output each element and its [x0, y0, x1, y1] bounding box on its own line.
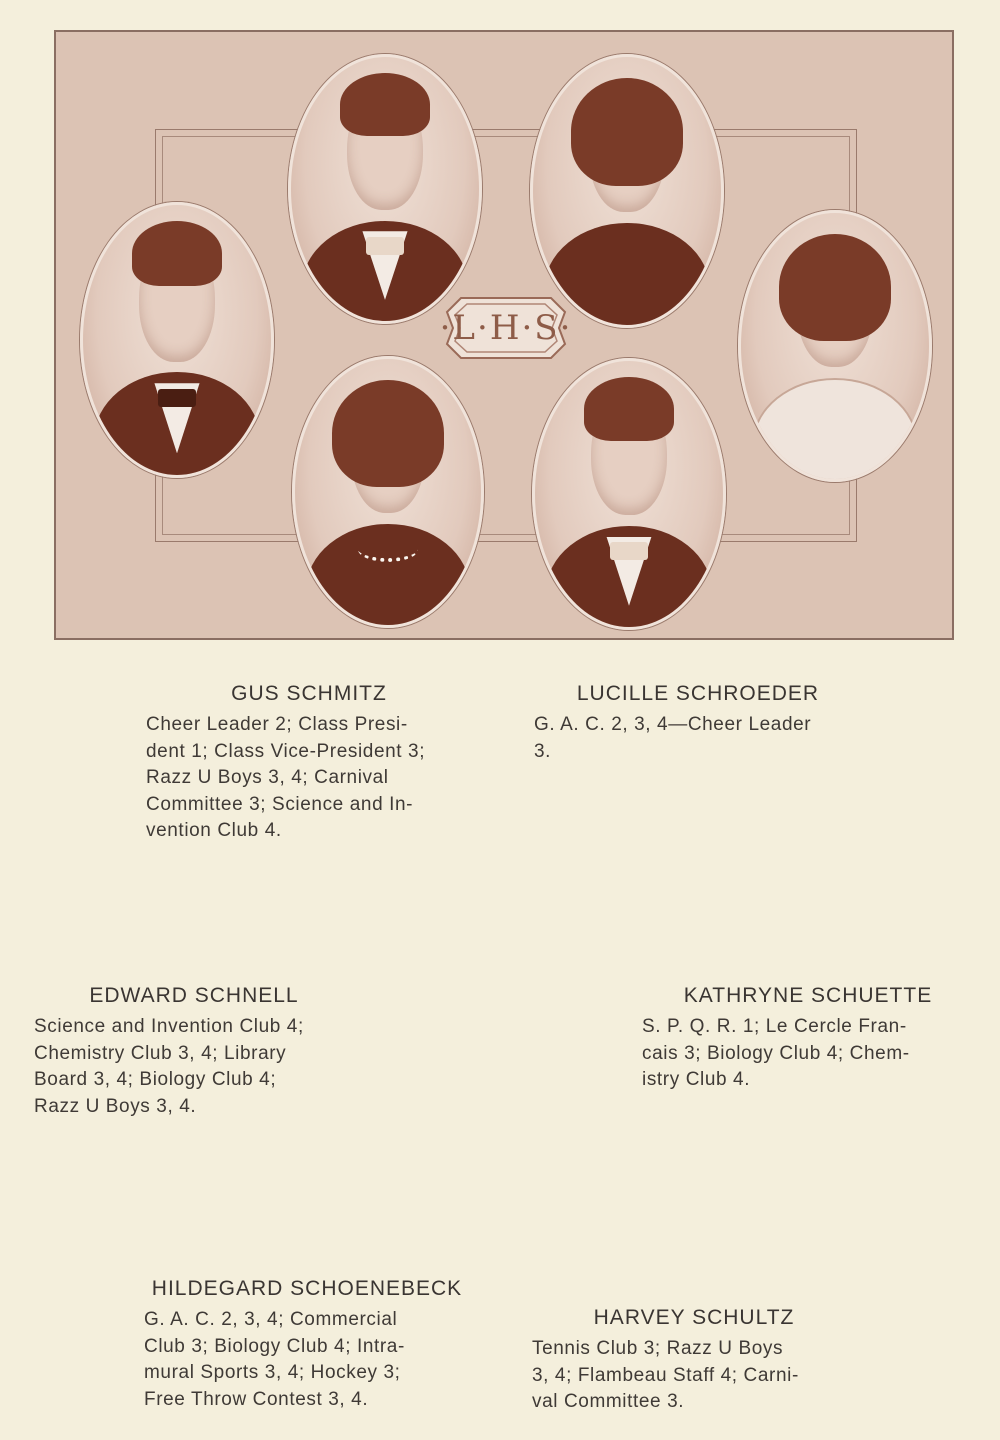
- portrait-harvey-schultz: [532, 358, 726, 630]
- entry-gus-schmitz: [146, 682, 472, 845]
- entry-name: LUCILLE SCHROEDER: [576, 682, 820, 705]
- portrait-lucille-schroeder: [530, 54, 724, 328]
- entry-record: S. P. Q. R. 1; Le Cercle Fran- cais 3; Biology Club 4; Chem- istry Club 4.: [642, 1016, 910, 1090]
- portrait-edward-schnell: [80, 202, 274, 478]
- entry-harvey-schultz: [532, 1306, 856, 1416]
- lhs-monogram-emblem: [441, 290, 571, 366]
- portrait-kathryne-schuette: [738, 210, 932, 482]
- entry-lucille-schroeder: [534, 682, 862, 765]
- entry-record: Cheer Leader 2; Class Presi- dent 1; Class Vice-President 3; Razz U Boys 3, 4; Carnival Committee 3; Science and In- vention Club 4.: [146, 714, 426, 841]
- entry-name: HILDEGARD SCHOENEBECK: [151, 1277, 463, 1300]
- entry-name: EDWARD SCHNELL: [89, 984, 299, 1007]
- entry-record: Science and Invention Club 4; Chemistry Club 3, 4; Library Board 3, 4; Biology Club 4; Razz U Boys 3, 4.: [34, 1016, 304, 1117]
- entry-edward-schnell: [34, 984, 354, 1120]
- portrait-hildegard-schoenebeck: [292, 356, 484, 628]
- monogram-text: ·L·H·S·: [439, 308, 573, 348]
- portrait-panel: [54, 30, 954, 640]
- portrait-gus-schmitz: [288, 54, 482, 324]
- entry-hildegard-schoenebeck: [144, 1277, 470, 1413]
- entry-record: G. A. C. 2, 3, 4; Commercial Club 3; Biology Club 4; Intra- mural Sports 3, 4; Hockey 3; Free Throw Contest 3, 4.: [144, 1309, 405, 1410]
- entry-record: G. A. C. 2, 3, 4—Cheer Leader 3.: [534, 714, 812, 762]
- entry-kathryne-schuette: [642, 984, 974, 1094]
- entry-name: KATHRYNE SCHUETTE: [683, 984, 933, 1007]
- entry-name: GUS SCHMITZ: [231, 682, 387, 705]
- entry-record: Tennis Club 3; Razz U Boys 3, 4; Flambeau Staff 4; Carni- val Committee 3.: [532, 1338, 799, 1412]
- entry-name: HARVEY SCHULTZ: [593, 1306, 795, 1329]
